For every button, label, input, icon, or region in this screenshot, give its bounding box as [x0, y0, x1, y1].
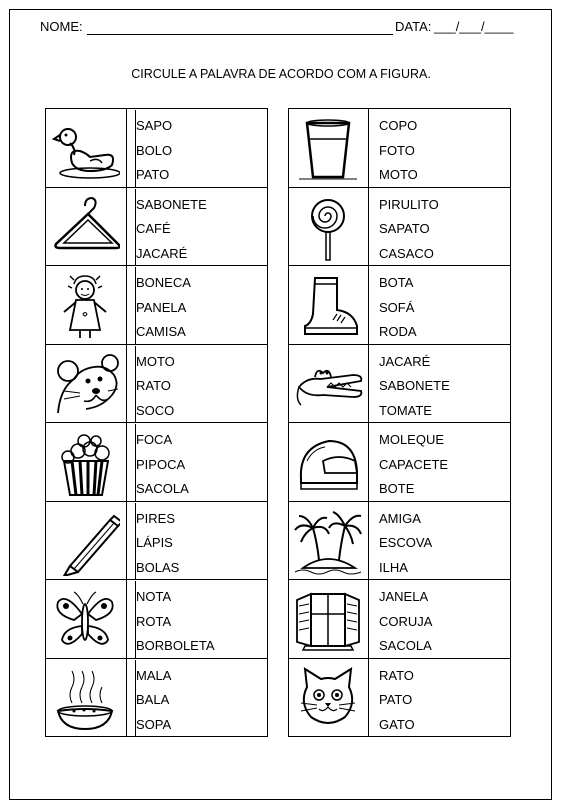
word-option[interactable]: PATO: [379, 692, 413, 707]
word-option[interactable]: SACOLA: [136, 481, 189, 496]
lollipop-icon: [293, 192, 363, 262]
exercise-card: [288, 422, 511, 502]
date-label: DATA:: [395, 19, 432, 34]
picture-cell: [46, 580, 126, 658]
date-field[interactable]: ___/___/____: [434, 19, 514, 34]
picture-cell: [289, 423, 369, 501]
word-options: [379, 350, 450, 424]
word-options: [136, 193, 207, 267]
left-column: [45, 108, 268, 737]
word-option[interactable]: SAPATO: [379, 221, 430, 236]
header: [40, 19, 520, 39]
word-option[interactable]: SOPA: [136, 716, 172, 732]
word-option[interactable]: PIPOCA: [136, 456, 186, 472]
picture-cell: [46, 188, 126, 266]
picture-cell: [289, 580, 369, 658]
picture-cell: [289, 266, 369, 344]
word-option[interactable]: GATO: [379, 716, 415, 732]
soup-bowl-icon: [50, 663, 120, 733]
word-options: [379, 114, 418, 188]
popcorn-icon: [50, 427, 120, 497]
word-option[interactable]: CAMISA: [136, 324, 186, 339]
word-option[interactable]: MALA: [136, 667, 172, 683]
instruction-text: CIRCULE A PALAVRA DE ACORDO COM A FIGURA.: [131, 67, 431, 81]
exercise-card: [288, 344, 511, 424]
word-option[interactable]: BORBOLETA: [136, 638, 215, 653]
exercise-card: [45, 422, 268, 502]
word-option[interactable]: SOFÁ: [379, 299, 415, 315]
word-options: [379, 271, 417, 345]
word-options: [136, 664, 171, 738]
right-column: [288, 108, 511, 737]
word-options: [379, 193, 439, 267]
word-option[interactable]: ROTA: [136, 613, 172, 629]
word-option[interactable]: RATO: [379, 667, 414, 683]
exercise-card: [288, 187, 511, 267]
exercise-card: [45, 265, 268, 345]
word-option[interactable]: BOTA: [379, 275, 414, 290]
word-option[interactable]: PANELA: [136, 299, 187, 315]
word-option[interactable]: FOCA: [136, 432, 173, 447]
word-option[interactable]: BOLO: [136, 142, 173, 158]
butterfly-icon: [50, 584, 120, 654]
word-option[interactable]: BOTE: [379, 481, 415, 496]
word-option[interactable]: PIRULITO: [379, 196, 439, 212]
word-options: [136, 428, 189, 502]
word-option[interactable]: CASACO: [379, 245, 434, 261]
word-option[interactable]: SABONETE: [136, 196, 207, 212]
word-option[interactable]: SACOLA: [379, 638, 432, 653]
word-option[interactable]: MOTO: [379, 167, 418, 182]
picture-cell: [289, 345, 369, 423]
word-option[interactable]: LÁPIS: [136, 535, 173, 550]
picture-cell: [46, 659, 126, 737]
pencil-icon: [50, 506, 120, 576]
word-option[interactable]: JANELA: [379, 589, 429, 604]
exercise-card: [288, 658, 511, 738]
exercise-card: [45, 658, 268, 738]
word-option[interactable]: ILHA: [379, 559, 408, 575]
word-options: [136, 507, 179, 581]
word-option[interactable]: FOTO: [379, 142, 415, 158]
picture-cell: [289, 502, 369, 580]
duck-icon: [50, 113, 120, 183]
island-icon: [293, 506, 363, 576]
word-option[interactable]: SAPO: [136, 118, 173, 133]
word-options: [136, 350, 175, 424]
doll-icon: [50, 270, 120, 340]
word-option[interactable]: CAFÉ: [136, 221, 171, 236]
glass-icon: [293, 113, 363, 183]
word-option[interactable]: JACARÉ: [379, 353, 431, 369]
exercise-card: [288, 265, 511, 345]
word-option[interactable]: BOLAS: [136, 559, 180, 575]
word-options: [379, 507, 432, 581]
helmet-icon: [293, 427, 363, 497]
word-option[interactable]: NOTA: [136, 589, 172, 604]
picture-cell: [289, 188, 369, 266]
word-options: [379, 428, 448, 502]
exercise-card: [288, 108, 511, 188]
picture-cell: [46, 266, 126, 344]
exercise-card: [45, 187, 268, 267]
picture-cell: [289, 659, 369, 737]
alligator-icon: [293, 349, 363, 419]
rat-icon: [50, 349, 120, 419]
picture-cell: [46, 345, 126, 423]
picture-cell: [46, 502, 126, 580]
exercise-card: [45, 344, 268, 424]
cat-icon: [293, 663, 363, 733]
word-option[interactable]: BONECA: [136, 275, 191, 290]
word-options: [379, 585, 432, 659]
exercise-card: [45, 579, 268, 659]
name-field[interactable]: [87, 34, 393, 35]
picture-cell: [46, 109, 126, 187]
picture-cell: [46, 423, 126, 501]
word-option[interactable]: SABONETE: [379, 378, 450, 393]
word-options: [379, 664, 415, 738]
window-icon: [293, 584, 363, 654]
word-option[interactable]: JACARÉ: [136, 245, 188, 261]
word-option[interactable]: MOTO: [136, 353, 175, 369]
word-option[interactable]: MOLEQUE: [379, 432, 445, 447]
exercise-card: [45, 501, 268, 581]
word-option[interactable]: BALA: [136, 692, 170, 707]
word-option[interactable]: TOMATE: [379, 402, 432, 418]
boot-icon: [293, 270, 363, 340]
word-options: [136, 114, 172, 188]
word-option[interactable]: AMIGA: [379, 510, 421, 526]
exercise-card: [288, 501, 511, 581]
word-option[interactable]: PATO: [136, 167, 170, 182]
exercise-card: [288, 579, 511, 659]
word-options: [136, 271, 191, 345]
name-label: NOME:: [40, 19, 83, 34]
word-option[interactable]: CORUJA: [379, 613, 433, 629]
word-option[interactable]: COPO: [379, 118, 418, 133]
word-option[interactable]: SOCO: [136, 402, 175, 418]
word-option[interactable]: CAPACETE: [379, 456, 449, 472]
word-option[interactable]: RODA: [379, 324, 417, 339]
word-options: [136, 585, 215, 659]
word-option[interactable]: RATO: [136, 378, 171, 393]
hanger-icon: [50, 192, 120, 262]
word-option[interactable]: ESCOVA: [379, 535, 433, 550]
word-option[interactable]: PIRES: [136, 510, 176, 526]
picture-cell: [289, 109, 369, 187]
exercise-card: [45, 108, 268, 188]
